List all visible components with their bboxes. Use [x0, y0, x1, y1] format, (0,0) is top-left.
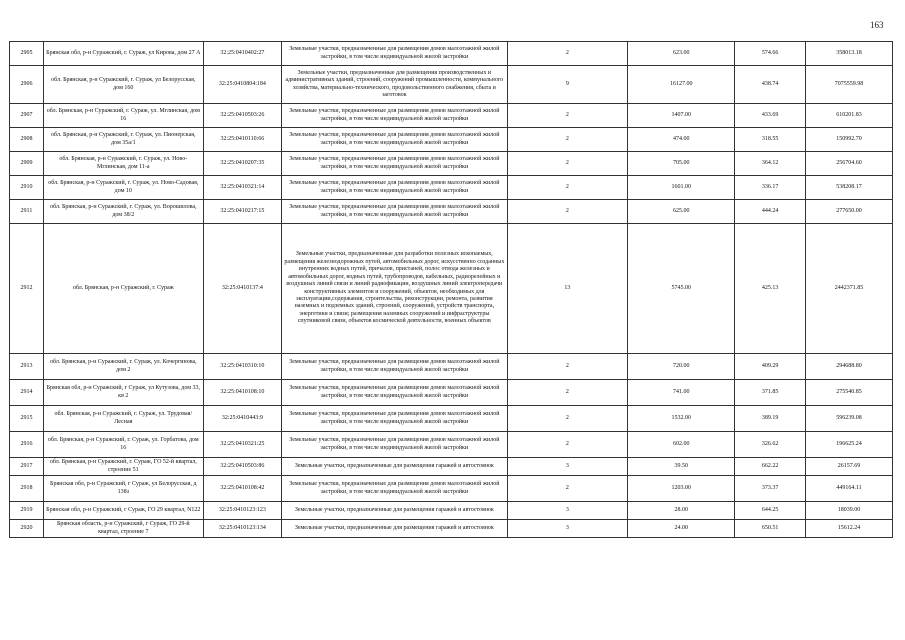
area-cell: 1532.00 — [628, 406, 735, 432]
specific-value-cell: 662.22 — [735, 458, 806, 476]
row-number: 2917 — [10, 458, 44, 476]
address-cell: обл. Брянская, р-н Суражский, г. Сураж, ул. Пионерская, дом 35а/1 — [43, 128, 203, 152]
land-use-cell: Земельные участки, предназначенные для размещения гаражей и автостоянок — [282, 520, 508, 538]
cadastral-value-cell: 449164.11 — [806, 476, 893, 502]
land-use-cell: Земельные участки, предназначенные для размещения домов малоэтажной жилой застройки, в том числе индивидуальной жилой застройки — [282, 152, 508, 176]
address-cell: обл. Брянская, р-н Суражский, г. Сураж, ул. Кочергинова, дом 2 — [43, 354, 203, 380]
area-cell: 474.00 — [628, 128, 735, 152]
address-cell: Брянская обл, р-н Суражский, г Сураж, ГО 29 квартал, N122 — [43, 502, 203, 520]
specific-value-cell: 444.24 — [735, 200, 806, 224]
specific-value-cell: 574.66 — [735, 42, 806, 66]
cadastral-value-cell: 256704.60 — [806, 152, 893, 176]
land-use-cell: Земельные участки, предназначенные для размещения гаражей и автостоянок — [282, 502, 508, 520]
table-row — [10, 66, 893, 104]
category-cell: 2 — [507, 406, 628, 432]
page-number: 163 — [870, 20, 884, 30]
cadastral-number-cell: 32:25:0410123:134 — [203, 520, 281, 538]
area-cell: 24.00 — [628, 520, 735, 538]
cadastral-number-cell: 32:25:0410804:184 — [203, 66, 281, 104]
address-cell: обл. Брянская, р-н Суражский, г. Сураж, ул. Мглинская, дом 16 — [43, 104, 203, 128]
address-cell: обл. Брянская, р-н Суражский, г. Сураж, ул Белорусская, дом 160 — [43, 66, 203, 104]
category-cell: 2 — [507, 476, 628, 502]
category-cell: 3 — [507, 458, 628, 476]
land-use-cell: Земельные участки, предназначенные для размещения домов малоэтажной жилой застройки, в том числе индивидуальной жилой застройки — [282, 104, 508, 128]
specific-value-cell: 389.19 — [735, 406, 806, 432]
cadastral-number-cell: 32:25:0410217:15 — [203, 200, 281, 224]
land-use-cell: Земельные участки, предназначенные для разработки полезных ископаемых, размещения железнодорожных путей, автомобильных дорог, искусственно созданных внутренних водных путей, причалов, пристаней, полос отвода железных и автомобильных дорог, водных путей, трубопроводов, кабельных, радиорелейных и воздушных линий связи и линий радиофикации, воздушных линий электропередачи конструктивных элементов и сооружений, объектов, необходимых для эксплуатации,содержания, строительства, реконструкции, ремонта, развития наземных и подземных зданий, строений, сооружений, устройств транспорта, энергетики и связи; размещения наземных сооружений и инфраструктуры спутниковой связи, объектов космической деятельности, военных объектов — [282, 224, 508, 354]
table-row — [10, 152, 893, 176]
area-cell: 623.00 — [628, 42, 735, 66]
address-cell: обл. Брянская, р-н Суражский, г. Сураж, ул. Горбатова, дом 16 — [43, 432, 203, 458]
cadastral-number-cell: 32:25:0410310:10 — [203, 354, 281, 380]
cadastral-value-cell: 277650.00 — [806, 200, 893, 224]
specific-value-cell: 409.29 — [735, 354, 806, 380]
cadastral-value-table — [9, 41, 893, 538]
cadastral-value-cell: 18039.00 — [806, 502, 893, 520]
cadastral-value-cell: 538208.17 — [806, 176, 893, 200]
land-use-cell: Земельные участки, предназначенные для размещения домов малоэтажной жилой застройки, в том числе индивидуальной жилой застройки — [282, 406, 508, 432]
row-number: 2915 — [10, 406, 44, 432]
row-number: 2913 — [10, 354, 44, 380]
category-cell: 2 — [507, 128, 628, 152]
area-cell: 5745.00 — [628, 224, 735, 354]
category-cell: 2 — [507, 432, 628, 458]
table-row — [10, 128, 893, 152]
cadastral-number-cell: 32:25:0410110:66 — [203, 128, 281, 152]
area-cell: 741.00 — [628, 380, 735, 406]
cadastral-number-cell: 32:25:0410503:86 — [203, 458, 281, 476]
cadastral-value-cell: 26157.69 — [806, 458, 893, 476]
cadastral-value-cell: 294688.80 — [806, 354, 893, 380]
table-row — [10, 520, 893, 538]
area-cell: 602.00 — [628, 432, 735, 458]
land-use-cell: Земельные участки, предназначенные для размещения домов малоэтажной жилой застройки, в том числе индивидуальной жилой застройки — [282, 432, 508, 458]
table-row — [10, 502, 893, 520]
specific-value-cell: 336.17 — [735, 176, 806, 200]
address-cell: Брянская область, р-н Суражский, г Сураж, ГО 29-й квартал, строение 7 — [43, 520, 203, 538]
address-cell: обл. Брянская, р-н Суражский, г. Сураж, ул. Ново-Мглинская, дом 11-а — [43, 152, 203, 176]
row-number: 2920 — [10, 520, 44, 538]
cadastral-number-cell: 32:25:0410108:10 — [203, 380, 281, 406]
land-use-cell: Земельные участки, предназначенные для размещения домов малоэтажной жилой застройки, в том числе индивидуальной жилой застройки — [282, 128, 508, 152]
category-cell: 2 — [507, 42, 628, 66]
land-use-cell: Земельные участки, предназначенные для размещения производственных и административных зданий, строений, сооружений промышленности, коммунального хозяйства, материально-технического, продовольственного снабжения, сбыта и заготовок — [282, 66, 508, 104]
cadastral-value-cell: 2442371.85 — [806, 224, 893, 354]
category-cell: 2 — [507, 104, 628, 128]
table-row — [10, 200, 893, 224]
address-cell: обл. Брянская, р-н Суражский, г. Сураж, ГО 52-й квартал, строение 51 — [43, 458, 203, 476]
row-number: 2918 — [10, 476, 44, 502]
specific-value-cell: 371.85 — [735, 380, 806, 406]
specific-value-cell: 364.12 — [735, 152, 806, 176]
cadastral-value-cell: 610201.83 — [806, 104, 893, 128]
specific-value-cell: 438.74 — [735, 66, 806, 104]
specific-value-cell: 650.51 — [735, 520, 806, 538]
table-row — [10, 354, 893, 380]
category-cell: 2 — [507, 354, 628, 380]
address-cell: Брянская обл, р-н Суражский, г Сураж, ул Кутузова, дом 33, кв 2 — [43, 380, 203, 406]
area-cell: 720.00 — [628, 354, 735, 380]
cadastral-value-cell: 196625.24 — [806, 432, 893, 458]
cadastral-number-cell: 32:25:0410137:4 — [203, 224, 281, 354]
land-use-cell: Земельные участки, предназначенные для размещения домов малоэтажной жилой застройки, в том числе индивидуальной жилой застройки — [282, 380, 508, 406]
address-cell: Брянская обл, р-н Суражский, г Сураж, ул Белорусская, д 138з — [43, 476, 203, 502]
land-use-cell: Земельные участки, предназначенные для размещения гаражей и автостоянок — [282, 458, 508, 476]
specific-value-cell: 326.62 — [735, 432, 806, 458]
area-cell: 28.00 — [628, 502, 735, 520]
cadastral-value-cell: 150992.70 — [806, 128, 893, 152]
cadastral-value-cell: 7075559.98 — [806, 66, 893, 104]
category-cell: 2 — [507, 380, 628, 406]
table-row — [10, 458, 893, 476]
specific-value-cell: 425.13 — [735, 224, 806, 354]
area-cell: 1407.00 — [628, 104, 735, 128]
cadastral-number-cell: 32:25:0410123:123 — [203, 502, 281, 520]
land-use-cell: Земельные участки, предназначенные для размещения домов малоэтажной жилой застройки, в том числе индивидуальной жилой застройки — [282, 200, 508, 224]
category-cell: 3 — [507, 520, 628, 538]
table-row — [10, 476, 893, 502]
address-cell: обл. Брянская, р-н Суражский, г. Сураж, ул. Ново-Садовая, дом 10 — [43, 176, 203, 200]
cadastral-number-cell: 32:25:0410402:27 — [203, 42, 281, 66]
cadastral-number-cell: 32:25:0410503:26 — [203, 104, 281, 128]
cadastral-value-cell: 358013.18 — [806, 42, 893, 66]
table-row — [10, 176, 893, 200]
area-cell: 625.00 — [628, 200, 735, 224]
cadastral-number-cell: 32:25:0410321:25 — [203, 432, 281, 458]
specific-value-cell: 373.37 — [735, 476, 806, 502]
category-cell: 2 — [507, 176, 628, 200]
area-cell: 39.50 — [628, 458, 735, 476]
land-use-cell: Земельные участки, предназначенные для размещения домов малоэтажной жилой застройки, в том числе индивидуальной жилой застройки — [282, 476, 508, 502]
row-number: 2916 — [10, 432, 44, 458]
category-cell: 13 — [507, 224, 628, 354]
specific-value-cell: 433.69 — [735, 104, 806, 128]
table-row — [10, 380, 893, 406]
cadastral-value-cell: 275540.85 — [806, 380, 893, 406]
area-cell: 705.00 — [628, 152, 735, 176]
specific-value-cell: 318.55 — [735, 128, 806, 152]
table-row — [10, 104, 893, 128]
row-number: 2909 — [10, 152, 44, 176]
cadastral-number-cell: 32:25:0410321:14 — [203, 176, 281, 200]
category-cell: 2 — [507, 152, 628, 176]
table-row — [10, 42, 893, 66]
category-cell: 9 — [507, 66, 628, 104]
row-number: 2908 — [10, 128, 44, 152]
address-cell: обл. Брянская, р-н Суражский, г. Сураж, ул. Трудовая/Лесная — [43, 406, 203, 432]
cadastral-value-cell: 596239.08 — [806, 406, 893, 432]
cadastral-number-cell: 32:25:0410108:42 — [203, 476, 281, 502]
row-number: 2910 — [10, 176, 44, 200]
table-row — [10, 406, 893, 432]
category-cell: 3 — [507, 502, 628, 520]
address-cell: Брянская обл, р-н Суражский, г. Сураж, ул Кирова, дом 27 А — [43, 42, 203, 66]
category-cell: 2 — [507, 200, 628, 224]
row-number: 2919 — [10, 502, 44, 520]
table-row — [10, 224, 893, 354]
area-cell: 1203.00 — [628, 476, 735, 502]
land-use-cell: Земельные участки, предназначенные для размещения домов малоэтажной жилой застройки, в том числе индивидуальной жилой застройки — [282, 354, 508, 380]
cadastral-number-cell: 32:25:0410443:9 — [203, 406, 281, 432]
row-number: 2914 — [10, 380, 44, 406]
table-row — [10, 432, 893, 458]
cadastral-number-cell: 32:25:0410207:35 — [203, 152, 281, 176]
row-number: 2905 — [10, 42, 44, 66]
row-number: 2906 — [10, 66, 44, 104]
area-cell: 16127.00 — [628, 66, 735, 104]
address-cell: обл. Брянская, р-н Суражский, г. Сураж — [43, 224, 203, 354]
land-use-cell: Земельные участки, предназначенные для размещения домов малоэтажной жилой застройки, в том числе индивидуальной жилой застройки — [282, 42, 508, 66]
address-cell: обл. Брянская, р-н Суражский, г. Сураж, ул. Ворошилова, дом 38/2 — [43, 200, 203, 224]
row-number: 2912 — [10, 224, 44, 354]
land-use-cell: Земельные участки, предназначенные для размещения домов малоэтажной жилой застройки, в том числе индивидуальной жилой застройки — [282, 176, 508, 200]
area-cell: 1601.00 — [628, 176, 735, 200]
specific-value-cell: 644.25 — [735, 502, 806, 520]
cadastral-value-cell: 15612.24 — [806, 520, 893, 538]
row-number: 2907 — [10, 104, 44, 128]
row-number: 2911 — [10, 200, 44, 224]
